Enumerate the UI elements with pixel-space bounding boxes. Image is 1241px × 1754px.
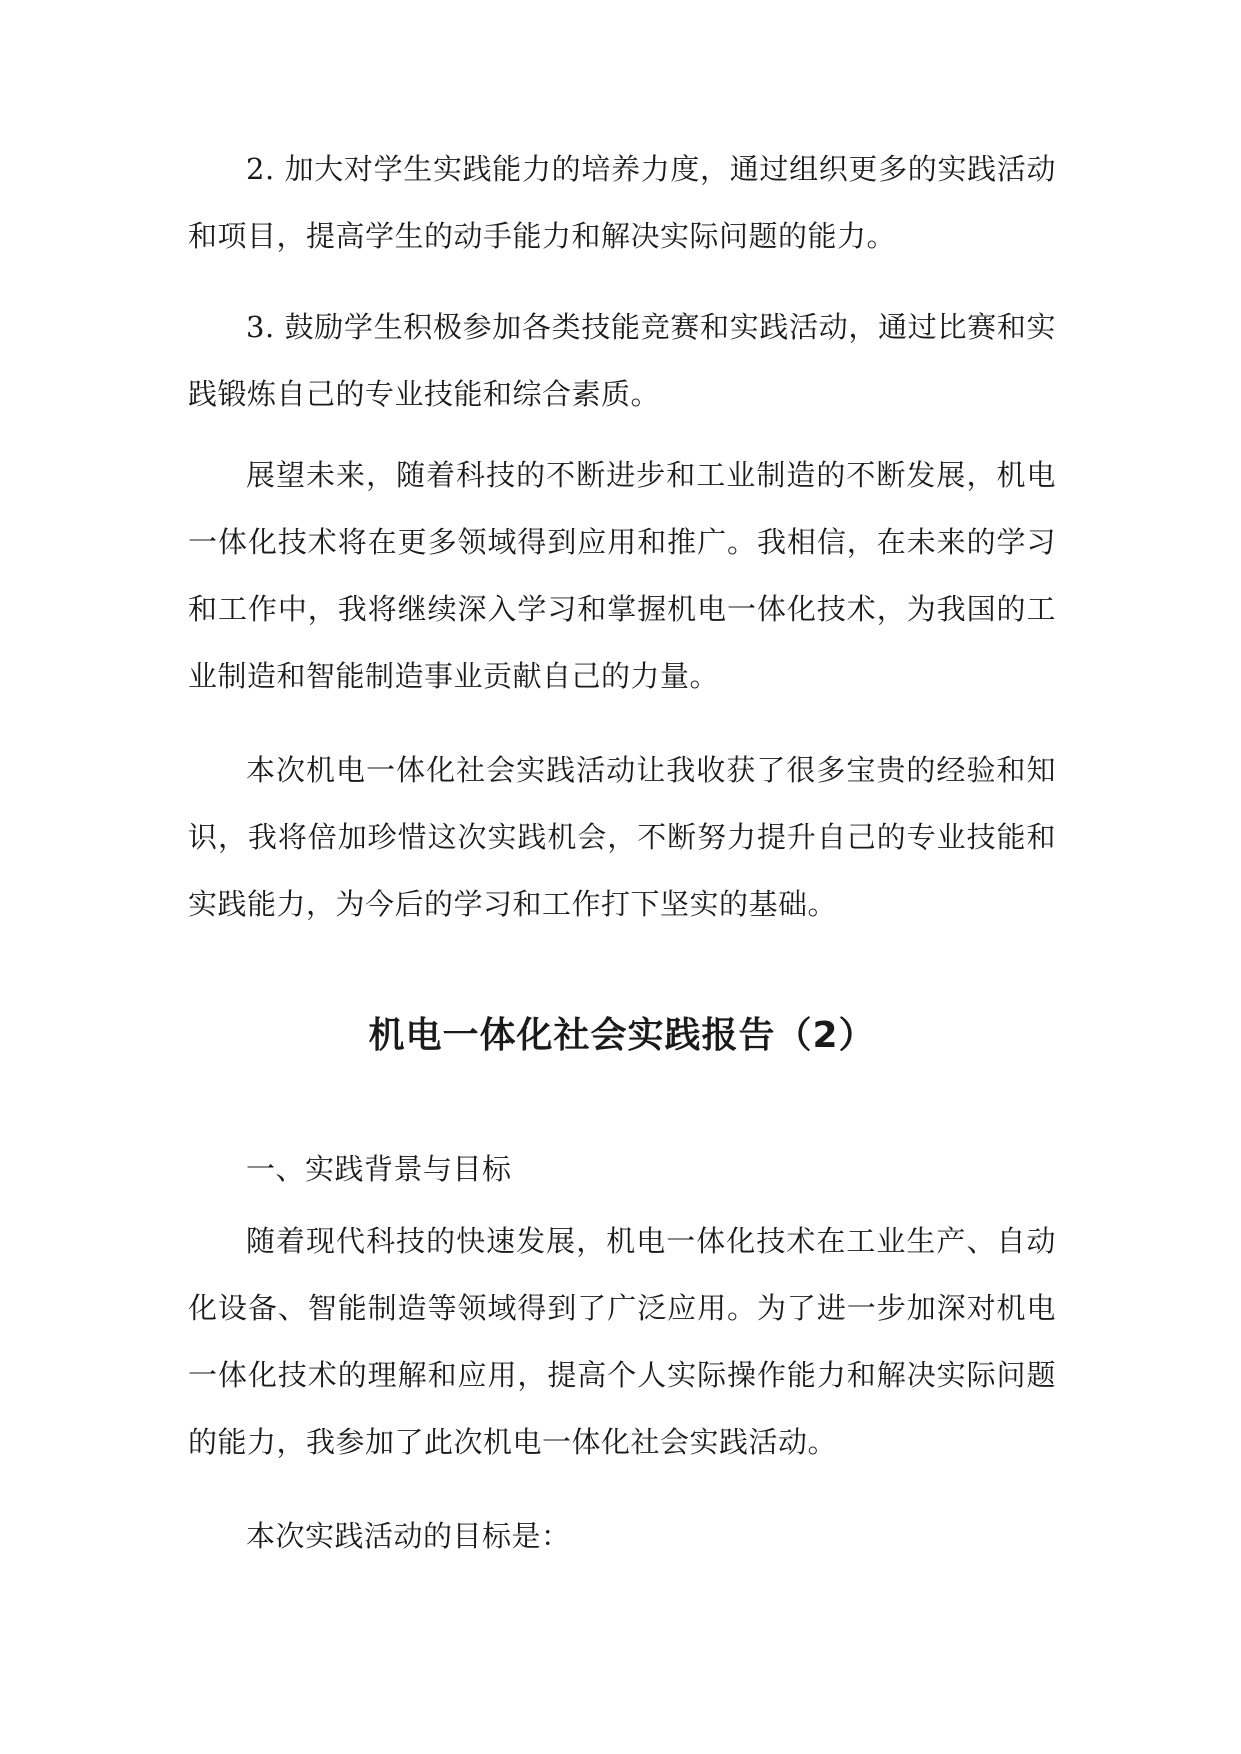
paragraph-item-3: 3. 鼓励学生积极参加各类技能竞赛和实践活动，通过比赛和实践锻炼自己的专业技能和综合素质。 [188,310,1056,411]
paragraph-background: 随着现代科技的快速发展，机电一体化技术在工业生产、自动化设备、智能制造等领域得到了广泛应用。为了进一步加深对机电一体化技术的理解和应用，提高个人实际操作能力和解决实际问题的能力，我参加了此次机电一体化社会实践活动。 [188,1224,1056,1459]
paragraph-conclusion: 本次机电一体化社会实践活动让我收获了很多宝贵的经验和知识，我将倍加珍惜这次实践机会，不断努力提升自己的专业技能和实践能力，为今后的学习和工作打下坚实的基础。 [188,753,1056,921]
paragraph-goals-intro: 本次实践活动的目标是： [246,1519,571,1553]
section-title: 机电一体化社会实践报告（2） [368,1015,876,1056]
paragraph-item-2: 2. 加大对学生实践能力的培养力度，通过组织更多的实践活动和项目，提高学生的动手能力和解决实际问题的能力。 [188,152,1056,253]
paragraph-outlook: 展望未来，随着科技的不断进步和工业制造的不断发展，机电一体化技术将在更多领域得到应用和推广。我相信，在未来的学习和工作中，我将继续深入学习和掌握机电一体化技术，为我国的工业制造和智能制造事业贡献自己的力量。 [188,458,1056,693]
subsection-heading: 一、实践背景与目标 [246,1152,512,1186]
